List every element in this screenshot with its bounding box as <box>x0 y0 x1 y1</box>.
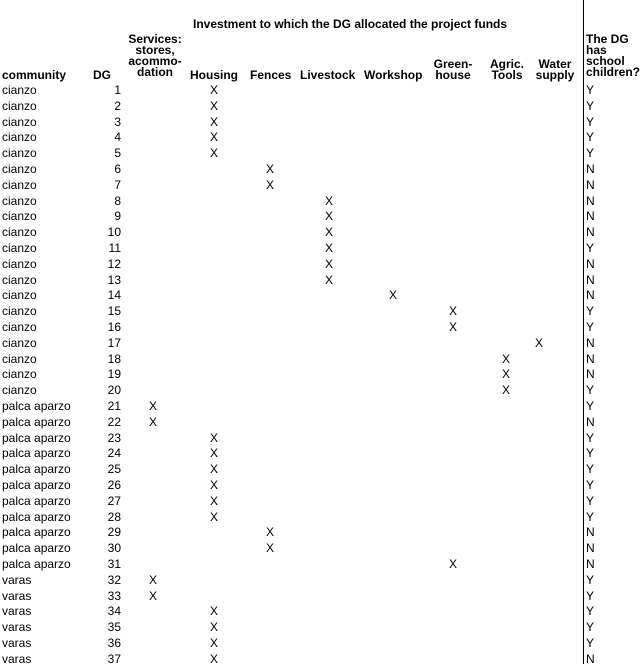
investment-mark: X <box>265 525 274 540</box>
dg-cell: 9 <box>114 209 121 224</box>
school-children-cell: Y <box>586 509 595 524</box>
table-row <box>0 462 644 478</box>
dg-cell: 34 <box>107 604 121 619</box>
school-children-cell: N <box>586 225 595 240</box>
dg-cell: 24 <box>107 446 121 461</box>
community-cell: varas <box>2 572 32 587</box>
investment-mark: X <box>265 541 274 556</box>
community-cell: palca aparzo <box>2 556 71 571</box>
dg-cell: 15 <box>107 304 121 319</box>
school-children-cell: Y <box>586 477 595 492</box>
table-row <box>0 241 644 257</box>
school-children-cell: Y <box>586 240 595 255</box>
school-children-cell: Y <box>586 319 595 334</box>
investment-mark: X <box>209 635 218 650</box>
dg-cell: 13 <box>107 272 121 287</box>
investment-mark: X <box>209 114 218 129</box>
community-cell: varas <box>2 635 32 650</box>
investment-mark: X <box>324 193 333 208</box>
community-cell: palca aparzo <box>2 446 71 461</box>
investment-mark: X <box>209 98 218 113</box>
dg-cell: 20 <box>107 383 121 398</box>
community-cell: cianzo <box>2 177 37 192</box>
school-children-cell: Y <box>586 462 595 477</box>
table-row <box>0 431 644 447</box>
table-row <box>0 494 644 510</box>
community-cell: palca aparzo <box>2 541 71 556</box>
community-cell: cianzo <box>2 319 37 334</box>
dg-cell: 4 <box>114 130 121 145</box>
table-row <box>0 162 644 178</box>
community-cell: palca aparzo <box>2 525 71 540</box>
school-children-cell: Y <box>586 430 595 445</box>
dg-cell: 18 <box>107 351 121 366</box>
dg-cell: 23 <box>107 430 121 445</box>
investment-mark: X <box>501 351 510 366</box>
community-cell: varas <box>2 588 32 603</box>
dg-cell: 2 <box>114 98 121 113</box>
dg-cell: 12 <box>107 256 121 271</box>
dg-cell: 16 <box>107 319 121 334</box>
investment-mark: X <box>388 288 397 303</box>
investment-mark: X <box>265 177 274 192</box>
table-row <box>0 367 644 383</box>
school-children-cell: Y <box>586 635 595 650</box>
dg-cell: 1 <box>114 83 121 97</box>
dg-cell: 28 <box>107 509 121 524</box>
dg-cell: 5 <box>114 146 121 161</box>
investment-mark: X <box>534 335 543 350</box>
investment-mark: X <box>501 367 510 382</box>
investment-mark: X <box>324 240 333 255</box>
dg-cell: 35 <box>107 620 121 635</box>
dg-cell: 10 <box>107 225 121 240</box>
community-cell: cianzo <box>2 272 37 287</box>
header-services: Services: stores, acommo- dation <box>128 32 182 79</box>
school-children-cell: N <box>586 335 595 350</box>
table-row <box>0 446 644 462</box>
investment-mark: X <box>209 651 218 666</box>
investment-mark: X <box>148 398 157 413</box>
dg-cell: 7 <box>114 177 121 192</box>
school-children-cell: N <box>586 209 595 224</box>
investment-mark: X <box>209 477 218 492</box>
table-row <box>0 652 644 667</box>
header-agric-tools: Agric. Tools <box>489 57 524 82</box>
school-children-cell: Y <box>586 620 595 635</box>
school-children-cell: N <box>586 288 595 303</box>
table-row <box>0 620 644 636</box>
school-children-cell: N <box>586 651 595 666</box>
investment-mark: X <box>324 256 333 271</box>
community-cell: cianzo <box>2 240 37 255</box>
community-cell: cianzo <box>2 335 37 350</box>
school-children-cell: N <box>586 256 595 271</box>
table-row <box>0 336 644 352</box>
table-row <box>0 273 644 289</box>
investment-mark: X <box>209 493 218 508</box>
school-children-cell: N <box>586 367 595 382</box>
investment-mark: X <box>209 446 218 461</box>
community-cell: cianzo <box>2 367 37 382</box>
dg-cell: 27 <box>107 493 121 508</box>
community-cell: palca aparzo <box>2 477 71 492</box>
school-children-cell: N <box>586 177 595 192</box>
header-housing: Housing <box>190 68 238 82</box>
table-row <box>0 288 644 304</box>
community-cell: cianzo <box>2 146 37 161</box>
school-children-cell: Y <box>586 114 595 129</box>
dg-cell: 17 <box>107 335 121 350</box>
investment-mark: X <box>324 209 333 224</box>
table-row <box>0 415 644 431</box>
school-children-cell: Y <box>586 146 595 161</box>
investment-mark: X <box>148 572 157 587</box>
investment-mark: X <box>448 319 457 334</box>
community-cell: palca aparzo <box>2 414 71 429</box>
header-workshop: Workshop <box>364 68 423 82</box>
community-cell: palca aparzo <box>2 509 71 524</box>
table-row <box>0 557 644 573</box>
table-row <box>0 130 644 146</box>
investment-mark: X <box>448 556 457 571</box>
community-cell: palca aparzo <box>2 430 71 445</box>
table-row <box>0 510 644 526</box>
table-row <box>0 115 644 131</box>
school-children-cell: Y <box>586 572 595 587</box>
table-row <box>0 525 644 541</box>
table-body <box>0 83 644 667</box>
dg-cell: 33 <box>107 588 121 603</box>
table-row <box>0 304 644 320</box>
community-cell: cianzo <box>2 83 37 97</box>
community-cell: cianzo <box>2 193 37 208</box>
table-title: Investment to which the DG allocated the project funds <box>193 17 508 31</box>
table-row <box>0 209 644 225</box>
school-children-cell: Y <box>586 383 595 398</box>
investment-mark: X <box>501 383 510 398</box>
table-row <box>0 194 644 210</box>
dg-cell: 31 <box>107 556 121 571</box>
school-children-cell: N <box>586 351 595 366</box>
dg-cell: 26 <box>107 477 121 492</box>
school-children-cell: N <box>586 556 595 571</box>
investment-mark: X <box>448 304 457 319</box>
school-children-cell: Y <box>586 604 595 619</box>
community-cell: cianzo <box>2 256 37 271</box>
dg-cell: 8 <box>114 193 121 208</box>
community-cell: palca aparzo <box>2 462 71 477</box>
school-children-cell: Y <box>586 130 595 145</box>
investment-mark: X <box>148 414 157 429</box>
header-school-children: The DG has school children? <box>586 32 641 79</box>
investment-mark: X <box>265 161 274 176</box>
investment-mark: X <box>148 588 157 603</box>
table-row <box>0 399 644 415</box>
dg-cell: 36 <box>107 635 121 650</box>
header-dg: DG <box>93 68 111 82</box>
dg-cell: 21 <box>107 398 121 413</box>
school-children-cell: N <box>586 414 595 429</box>
table-row <box>0 604 644 620</box>
header-livestock: Livestock <box>300 68 356 82</box>
investment-mark: X <box>209 430 218 445</box>
community-cell: palca aparzo <box>2 493 71 508</box>
school-children-cell: Y <box>586 98 595 113</box>
table-row <box>0 478 644 494</box>
school-children-cell: N <box>586 161 595 176</box>
table-row <box>0 541 644 557</box>
header-community: community <box>2 68 67 82</box>
dg-cell: 25 <box>107 462 121 477</box>
dg-cell: 14 <box>107 288 121 303</box>
community-cell: cianzo <box>2 161 37 176</box>
community-cell: varas <box>2 620 32 635</box>
dg-cell: 37 <box>107 651 121 666</box>
community-cell: cianzo <box>2 351 37 366</box>
investment-mark: X <box>209 509 218 524</box>
community-cell: cianzo <box>2 288 37 303</box>
dg-cell: 3 <box>114 114 121 129</box>
dg-cell: 19 <box>107 367 121 382</box>
investment-mark: X <box>209 83 218 97</box>
dg-cell: 11 <box>108 240 121 255</box>
school-children-cell: Y <box>586 83 595 97</box>
investment-mark: X <box>209 146 218 161</box>
investment-mark: X <box>324 272 333 287</box>
dg-cell: 22 <box>107 414 121 429</box>
table-row <box>0 383 644 399</box>
community-cell: palca aparzo <box>2 398 71 413</box>
table-row <box>0 225 644 241</box>
school-children-cell: Y <box>586 588 595 603</box>
dg-cell: 30 <box>107 541 121 556</box>
investment-mark: X <box>324 225 333 240</box>
dg-cell: 6 <box>114 161 121 176</box>
table-row <box>0 573 644 589</box>
school-children-cell: N <box>586 272 595 287</box>
dg-cell: 32 <box>107 572 121 587</box>
table-row <box>0 589 644 605</box>
table-row <box>0 636 644 652</box>
school-children-cell: Y <box>586 398 595 413</box>
school-children-cell: Y <box>586 304 595 319</box>
community-cell: cianzo <box>2 304 37 319</box>
table-row <box>0 178 644 194</box>
school-children-cell: N <box>586 525 595 540</box>
community-cell: cianzo <box>2 209 37 224</box>
table-row <box>0 146 644 162</box>
school-children-cell: Y <box>586 446 595 461</box>
school-children-cell: N <box>586 541 595 556</box>
school-children-cell: N <box>586 193 595 208</box>
investment-mark: X <box>209 620 218 635</box>
community-cell: cianzo <box>2 225 37 240</box>
header-water-supply: Water supply <box>535 57 575 82</box>
table-row <box>0 257 644 273</box>
community-cell: cianzo <box>2 114 37 129</box>
header-greenhouse: Green- house <box>433 57 473 82</box>
investment-mark: X <box>209 130 218 145</box>
table-row <box>0 352 644 368</box>
investment-mark: X <box>209 604 218 619</box>
dg-cell: 29 <box>107 525 121 540</box>
table-row <box>0 83 644 99</box>
community-cell: cianzo <box>2 130 37 145</box>
table-row <box>0 99 644 115</box>
community-cell: varas <box>2 604 32 619</box>
investment-mark: X <box>209 462 218 477</box>
header-fences: Fences <box>250 68 292 82</box>
table-row <box>0 320 644 336</box>
community-cell: cianzo <box>2 383 37 398</box>
school-children-cell: Y <box>586 493 595 508</box>
community-cell: cianzo <box>2 98 37 113</box>
community-cell: varas <box>2 651 32 666</box>
